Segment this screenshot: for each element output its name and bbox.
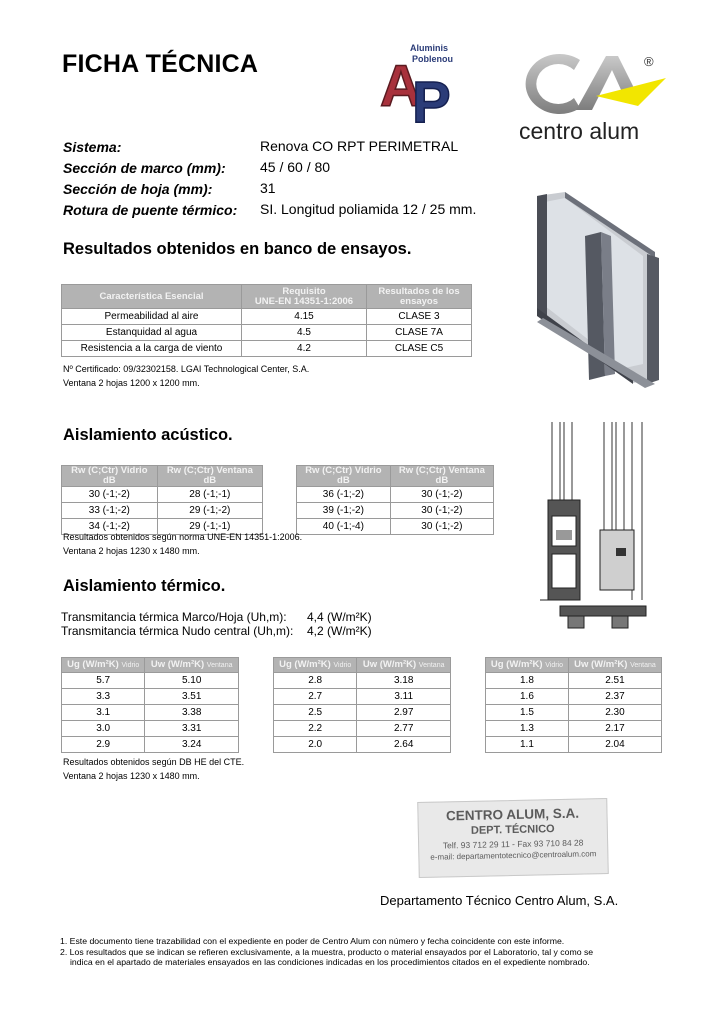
department-stamp	[417, 798, 609, 878]
svg-text:A: A	[380, 54, 422, 119]
acoustic-cell: 29 (-1;-1)	[157, 519, 262, 535]
results-cell: Estanquidad al agua	[62, 325, 242, 341]
ap-logo-line2: Poblenou	[412, 54, 453, 64]
thermal-heading: Aislamiento térmico.	[63, 577, 226, 595]
thermal-cell: 2.7	[274, 689, 357, 705]
results-header-resultados-line1: Resultados de los	[378, 285, 460, 297]
results-cell: CLASE 3	[367, 309, 472, 325]
ug-sub: Vidrio	[121, 661, 140, 669]
results-note-certificate: Nº Certificado: 09/32302158. LGAI Technological Center, S.A.	[63, 364, 310, 374]
ca-logo-graphic	[518, 48, 678, 120]
table-row	[62, 325, 472, 341]
thermal-cell: 5.10	[145, 673, 239, 689]
table-row	[274, 721, 451, 737]
table-row	[62, 705, 239, 721]
results-cell: 4.15	[242, 309, 367, 325]
thermal-header-ug	[274, 658, 357, 673]
thermal-cell: 3.51	[145, 689, 239, 705]
acoustic-cell: 29 (-1;-2)	[157, 503, 262, 519]
acoustic-cell: 34 (-1;-2)	[62, 519, 158, 535]
table-row	[297, 519, 494, 535]
acoustic-cell: 28 (-1;-1)	[157, 487, 262, 503]
results-header-caracteristica: Característica Esencial	[62, 285, 242, 309]
thermal-cell: 3.24	[145, 737, 239, 753]
registered-mark: ®	[644, 54, 654, 69]
acoustic-cell: 40 (-1;-4)	[297, 519, 391, 535]
table-row	[486, 689, 662, 705]
ug-sub: Vidrio	[333, 661, 352, 669]
table-row	[274, 705, 451, 721]
ug-head: Ug (W/m²K)	[490, 658, 543, 670]
thermal-cell: 3.18	[357, 673, 451, 689]
thermal-cell: 2.0	[274, 737, 357, 753]
spec-value-marco: 45 / 60 / 80	[260, 159, 331, 175]
acoustic-cell: 30 (-1;-2)	[62, 487, 158, 503]
department-signature: Departamento Técnico Centro Alum, S.A.	[380, 893, 619, 908]
ap-logo-line1: Aluminis	[410, 43, 449, 53]
spec-value-hoja: 31	[260, 180, 276, 196]
table-row	[486, 737, 662, 753]
results-cell: CLASE C5	[367, 341, 472, 357]
thermal-cell: 2.9	[62, 737, 145, 753]
table-row	[62, 673, 239, 689]
thermal-table-1	[61, 657, 239, 753]
acoustic-note-window: Ventana 2 hojas 1230 x 1480 mm.	[63, 546, 200, 556]
results-header-requisito-line2: UNE-EN 14351-1:2006	[254, 295, 354, 307]
acoustic-heading: Aislamiento acústico.	[63, 426, 233, 444]
ap-logo	[374, 40, 484, 130]
acoustic-cell: 30 (-1;-2)	[390, 519, 493, 535]
ug-head: Ug (W/m²K)	[67, 658, 119, 670]
thermal-cell: 3.11	[357, 689, 451, 705]
ca-logo-name: centro alum	[519, 118, 640, 144]
ug-sub: Vidrio	[545, 661, 564, 669]
footnote-2: 2. Los resultados que se indican se refieren exclusivamente, a la muestra, producto o material ensayados por el Laboratorio, tal y como se	[60, 946, 594, 957]
spec-label-hoja: Sección de hoja (mm):	[63, 181, 213, 197]
results-header-requisito-line1: Requisito	[282, 285, 326, 297]
acoustic-cell: 33 (-1;-2)	[62, 503, 158, 519]
stamp-line2: DEPT. TÉCNICO	[470, 823, 555, 837]
results-heading: Resultados obtenidos en banco de ensayos.	[63, 240, 412, 258]
acoustic-cell: 36 (-1;-2)	[297, 487, 391, 503]
thermal-cell: 3.0	[62, 721, 145, 737]
table-row	[274, 689, 451, 705]
thermal-cell: 5.7	[62, 673, 145, 689]
thermal-cell: 1.8	[486, 673, 569, 689]
footnote-1: 1. Este documento tiene trazabilidad con el expediente en poder de Centro Alum con número y fecha coincidente con este informe.	[60, 936, 565, 946]
uw-sub: Ventana	[630, 661, 656, 669]
thermal-note-standard: Resultados obtenidos según DB HE del CTE.	[63, 757, 245, 767]
spec-label-marco: Sección de marco (mm):	[63, 160, 226, 176]
thermal-cell: 2.97	[357, 705, 451, 721]
thermal-cell: 2.77	[357, 721, 451, 737]
thermal-cell: 2.30	[568, 705, 661, 721]
thermal-cell: 1.6	[486, 689, 569, 705]
thermal-cell: 2.2	[274, 721, 357, 737]
results-cell: CLASE 7A	[367, 325, 472, 341]
thermal-cell: 2.64	[357, 737, 451, 753]
uw-sub: Ventana	[206, 661, 233, 669]
spec-value-sistema: Renova CO RPT PERIMETRAL	[260, 138, 459, 154]
thermal-line2-value: 4,2 (W/m²K)	[307, 624, 372, 638]
uw-head: Uw (W/m²K)	[150, 658, 205, 670]
centro-alum-logo	[518, 48, 678, 148]
acoustic-header-ventana: Rw (C;Ctr) Ventana dB	[157, 466, 262, 487]
table-row	[62, 487, 263, 503]
acoustic-note-standard: Resultados obtenidos según norma UNE-EN 14351-1:2006.	[63, 532, 303, 542]
acoustic-table-right	[296, 465, 494, 535]
page-title: FICHA TÉCNICA	[62, 50, 259, 78]
thermal-cell: 2.37	[568, 689, 661, 705]
table-row	[486, 673, 662, 689]
thermal-cell: 3.31	[145, 721, 239, 737]
thermal-cell: 2.8	[274, 673, 357, 689]
uw-sub: Ventana	[418, 661, 445, 669]
results-note-window: Ventana 2 hojas 1200 x 1200 mm.	[63, 378, 200, 388]
table-row	[62, 341, 472, 357]
thermal-line1-value: 4,4 (W/m²K)	[307, 610, 372, 624]
thermal-cell: 1.1	[486, 737, 569, 753]
table-row	[62, 737, 239, 753]
results-cell: 4.2	[242, 341, 367, 357]
acoustic-table-left	[61, 465, 263, 535]
svg-text:P: P	[412, 70, 451, 130]
thermal-header-uw	[568, 658, 661, 673]
spec-label-rotura: Rotura de puente térmico:	[63, 202, 238, 218]
thermal-cell: 2.17	[568, 721, 661, 737]
thermal-table-3	[485, 657, 662, 753]
thermal-cell: 1.3	[486, 721, 569, 737]
thermal-line1-label: Transmitancia térmica Marco/Hoja (Uh,m):	[61, 610, 287, 624]
profile-section-drawing	[540, 420, 660, 630]
thermal-note-window: Ventana 2 hojas 1230 x 1480 mm.	[63, 771, 200, 781]
stamp-line1: CENTRO ALUM, S.A.	[445, 805, 580, 824]
results-cell: 4.5	[242, 325, 367, 341]
results-header-requisito	[242, 285, 367, 309]
thermal-cell: 2.04	[568, 737, 661, 753]
window-profile-image	[525, 188, 675, 388]
footnote-3: indica en el apartado de materiales ensayados en las condiciones indicadas en los procedimientos citados en el expediente nombrado.	[70, 957, 590, 967]
results-header-resultados-line2: ensayos	[399, 295, 439, 307]
table-row	[486, 705, 662, 721]
table-row	[274, 737, 451, 753]
results-table	[61, 284, 472, 357]
thermal-cell: 3.1	[62, 705, 145, 721]
thermal-header-uw	[145, 658, 239, 673]
thermal-table-2	[273, 657, 451, 753]
stamp-line4: e-mail: departamentotecnico@centroalum.com	[430, 849, 597, 862]
table-row	[62, 503, 263, 519]
thermal-cell: 2.5	[274, 705, 357, 721]
table-row	[274, 673, 451, 689]
uw-head: Uw (W/m²K)	[574, 658, 628, 670]
results-cell: Resistencia a la carga de viento	[62, 341, 242, 357]
table-row	[62, 689, 239, 705]
results-cell: Permeabilidad al aire	[62, 309, 242, 325]
acoustic-header-ventana: Rw (C;Ctr) Ventana dB	[390, 466, 493, 487]
stamp-line3: Telf. 93 712 29 11 - Fax 93 710 84 28	[442, 837, 584, 851]
table-row	[486, 721, 662, 737]
uw-head: Uw (W/m²K)	[362, 658, 417, 670]
table-row	[297, 487, 494, 503]
thermal-cell: 2.51	[568, 673, 661, 689]
thermal-header-ug	[486, 658, 569, 673]
acoustic-header-vidrio: Rw (C;Ctr) Vidrio dB	[297, 466, 391, 487]
acoustic-cell: 39 (-1;-2)	[297, 503, 391, 519]
thermal-cell: 1.5	[486, 705, 569, 721]
results-header-resultados	[367, 285, 472, 309]
spec-label-sistema: Sistema:	[63, 139, 122, 155]
acoustic-cell: 30 (-1;-2)	[390, 487, 493, 503]
thermal-header-uw	[357, 658, 451, 673]
acoustic-header-vidrio: Rw (C;Ctr) Vidrio dB	[62, 466, 158, 487]
thermal-cell: 3.3	[62, 689, 145, 705]
table-row	[62, 309, 472, 325]
acoustic-cell: 30 (-1;-2)	[390, 503, 493, 519]
thermal-cell: 3.38	[145, 705, 239, 721]
spec-value-rotura: SI. Longitud poliamida 12 / 25 mm.	[260, 201, 477, 217]
thermal-header-ug	[62, 658, 145, 673]
table-row	[62, 721, 239, 737]
ug-head: Ug (W/m²K)	[279, 658, 331, 670]
table-row	[297, 503, 494, 519]
thermal-line2-label: Transmitancia térmica Nudo central (Uh,m):	[61, 624, 294, 638]
